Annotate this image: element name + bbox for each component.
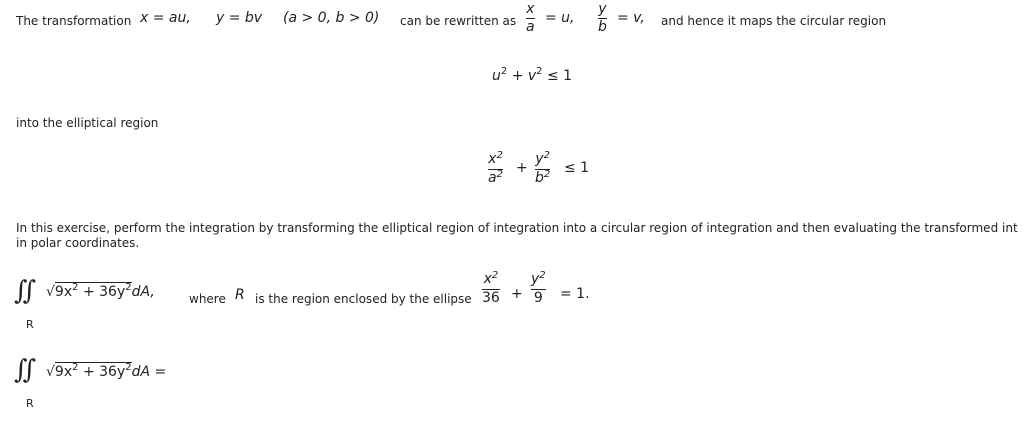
b-exponent: 2 [543, 169, 551, 180]
circle-v-exponent: 2 [536, 66, 543, 77]
answer-differential: dA = [131, 364, 167, 380]
double-integral-icon: ∬ [14, 276, 37, 306]
intro-tail-text: and hence it maps the circular region [661, 14, 887, 28]
equation-u: = u, [545, 10, 575, 26]
radicand-term-b: + 36y [78, 364, 126, 380]
radicand [55, 362, 132, 380]
into-elliptical-text: into the elliptical region [16, 116, 159, 130]
y-exponent: 2 [539, 270, 546, 281]
circle-plus-v: + v [511, 68, 537, 84]
radicand-exp-a: 2 [72, 282, 79, 293]
x-var: x [488, 151, 497, 167]
x-exponent: 2 [496, 150, 503, 161]
fraction-denominator: 36 [482, 290, 500, 306]
radicand-exp-a: 2 [72, 362, 79, 373]
region-description: is the region enclosed by the ellipse [255, 292, 472, 306]
sqrt-icon: √ [46, 284, 55, 300]
radicand-term-b: + 36y [78, 284, 126, 300]
a-exponent: 2 [496, 169, 503, 180]
radicand-exp-b: 2 [125, 282, 132, 293]
sqrt-icon: √ [46, 364, 55, 380]
b-var: b [535, 170, 544, 186]
problem-rhs: = 1. [560, 286, 590, 302]
fraction-y-over-b [598, 2, 607, 35]
fraction-numerator [531, 272, 546, 288]
fraction-denominator: 9 [533, 290, 543, 306]
exercise-text-line1: In this exercise, perform the integration by transforming the elliptical region of integration into a circular region of integration and then evaluating the transformed int [16, 221, 1018, 235]
radicand [55, 282, 132, 300]
fraction-y2-over-b2 [535, 152, 550, 187]
circle-u-exponent: 2 [500, 66, 508, 77]
problem-plus: + [511, 286, 523, 302]
integral-region-subscript: R [26, 397, 34, 410]
fraction-x2-over-a2 [488, 152, 503, 187]
answer-sqrt-expression [46, 364, 166, 380]
fraction-numerator [535, 152, 550, 168]
transform-y: y = bv [216, 10, 263, 26]
where-text: where [189, 292, 226, 306]
radicand-term-a: 9x [54, 284, 73, 300]
radicand-exp-b: 2 [125, 362, 132, 373]
transform-condition: (a > 0, b > 0) [283, 10, 380, 26]
fraction-numerator: y [598, 1, 607, 17]
ellipse-rhs: ≤ 1 [564, 160, 590, 176]
x-var: x [483, 271, 492, 287]
fraction-numerator [482, 272, 500, 288]
answer-input[interactable] [190, 364, 310, 382]
region-symbol: R [235, 287, 245, 303]
fraction-y2-over-9 [531, 272, 546, 306]
transform-x: x = au, [140, 10, 191, 26]
double-integral-icon: ∬ [14, 355, 37, 385]
y-var: y [535, 151, 544, 167]
fraction-numerator: x [526, 1, 535, 17]
equation-v: = v, [617, 10, 645, 26]
differential: dA, [131, 284, 155, 300]
x-exponent: 2 [491, 270, 499, 281]
exercise-text-line2: in polar coordinates. [16, 236, 140, 250]
y-var: y [531, 271, 540, 287]
fraction-denominator: a [526, 19, 535, 35]
fraction-denominator [535, 171, 550, 187]
radicand-term-a: 9x [54, 364, 73, 380]
ellipse-plus: + [516, 160, 528, 176]
integral-region-subscript: R [26, 318, 34, 331]
fraction-x-over-a [526, 2, 535, 35]
circle-u: u [492, 68, 501, 84]
circle-rhs: ≤ 1 [547, 68, 573, 84]
fraction-denominator: b [598, 19, 607, 35]
circle-inequality [492, 68, 572, 84]
sqrt-expression [46, 284, 155, 300]
fraction-numerator [488, 152, 503, 168]
y-exponent: 2 [543, 150, 550, 161]
fraction-denominator [488, 171, 503, 187]
fraction-x2-over-36 [482, 272, 500, 306]
rewrite-text: can be rewritten as [400, 14, 517, 28]
intro-lead-text: The transformation [16, 14, 132, 28]
a-var: a [488, 170, 497, 186]
